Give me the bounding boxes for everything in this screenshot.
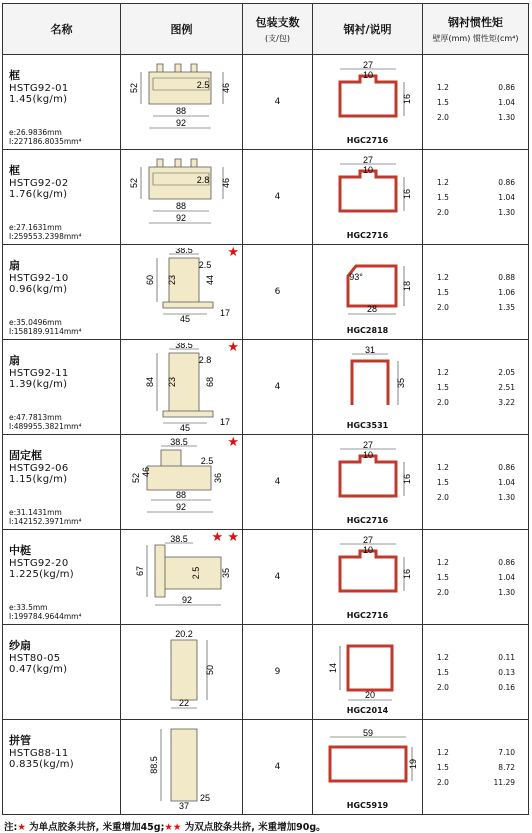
steel-code: HGC5919: [346, 800, 389, 810]
wall-thickness: 2.0: [437, 682, 449, 692]
profile-code: HSTG92-06: [9, 463, 69, 474]
profile-weight: 1.76(kg/m): [9, 189, 68, 200]
profile-code: HST80-05: [9, 653, 61, 664]
header-name: 名称: [3, 4, 121, 55]
profile-code: HSTG92-02: [9, 178, 69, 189]
wall-thickness: 2.0: [437, 587, 449, 597]
steel-channel-shape: [340, 456, 396, 496]
dim-b: 37: [178, 801, 189, 811]
steel-dim-w: 31: [364, 344, 375, 355]
dim-b: 84: [144, 376, 155, 388]
dim-a: 20.2: [174, 629, 193, 639]
steel-channel-shape: [340, 76, 396, 116]
dim-d: 35: [220, 567, 231, 579]
inertia-cell: [423, 245, 529, 340]
pack-count: 4: [243, 530, 313, 625]
profile-props: [9, 603, 81, 621]
note-text-double: 为双点胶条共挤, 米重增加90g。: [181, 822, 326, 833]
profile-e: e:31.1431mm: [9, 508, 62, 517]
inertia-row: [437, 493, 515, 502]
steel-dim-h: 16: [401, 568, 412, 579]
pack-count: 4: [243, 340, 313, 435]
inertia-value: 1.30: [498, 587, 515, 597]
inertia-value: 11.29: [493, 777, 515, 787]
figure-cell: [121, 625, 243, 720]
header-inertia-sub: 壁厚(mm) 惯性矩(cm⁴): [432, 34, 519, 43]
steel-cell: [313, 245, 423, 340]
wall-thickness: 1.5: [437, 287, 449, 297]
profile-props: [9, 413, 81, 431]
steel-dim-r: 93°: [348, 271, 363, 282]
dim-g: 17: [219, 417, 230, 427]
steel-code: HGC2716: [346, 515, 389, 525]
dim-c: 2.5: [190, 566, 201, 580]
dim-a: 38.5: [169, 534, 188, 544]
steel-dim-w: 27: [362, 59, 373, 70]
dim-c: 46: [220, 82, 231, 94]
name-cell: [3, 530, 121, 625]
dim-b: 2.5: [196, 80, 209, 90]
dim-b: 60: [144, 274, 155, 286]
wall-thickness: 1.5: [437, 477, 449, 487]
inertia-value: 7.10: [498, 747, 515, 757]
inertia-row: [437, 748, 515, 757]
dim-f: 88: [175, 490, 186, 500]
star-icon: ★: [227, 435, 239, 450]
steel-cell: [313, 625, 423, 720]
inertia-cell: [423, 150, 529, 245]
steel-dim-w: 28: [366, 303, 377, 314]
inertia-row: [437, 208, 515, 217]
wall-thickness: 1.2: [437, 272, 449, 282]
name-cell: [3, 55, 121, 150]
profile-drawing: [127, 628, 237, 716]
steel-dim-w: 59: [362, 727, 373, 738]
profile-weight: 1.225(kg/m): [9, 569, 74, 580]
note-prefix: 注:: [4, 822, 18, 833]
steel-channel-shape: [340, 551, 396, 591]
steel-dim-h: 35: [395, 377, 406, 388]
inertia-value: 1.04: [498, 477, 515, 487]
dim-b: 67: [134, 565, 145, 577]
profile-weight: 0.835(kg/m): [9, 759, 74, 770]
header-figure: 图例: [121, 4, 243, 55]
name-cell: [3, 245, 121, 340]
wall-thickness: 1.5: [437, 192, 449, 202]
profile-weight: 0.47(kg/m): [9, 664, 68, 675]
name-cell: [3, 435, 121, 530]
inertia-value: 1.30: [498, 492, 515, 502]
header-pack-unit: (支/包): [265, 34, 290, 43]
dim-d: 44: [204, 274, 215, 286]
inertia-value: 0.88: [498, 272, 515, 282]
inertia-row: [437, 683, 515, 692]
profile-e: e:27.1631mm: [9, 223, 62, 232]
dim-a: 38.5: [174, 343, 193, 350]
wall-thickness: 1.5: [437, 667, 449, 677]
steel-code: HGC2716: [346, 230, 389, 240]
inertia-row: [437, 273, 515, 282]
name-cell: [3, 720, 121, 815]
inertia-row: [437, 398, 515, 407]
profile-code: HSTG88-11: [9, 748, 69, 759]
profile-e: e:47.7813mm: [9, 413, 62, 422]
dim-a: 52: [128, 177, 139, 189]
steel-cell: [313, 55, 423, 150]
profile-i: I:199784.9644mm⁴: [9, 612, 82, 621]
inertia-value: 1.04: [498, 97, 515, 107]
inertia-value: 2.05: [498, 367, 515, 377]
profile-drawing: [127, 530, 239, 621]
inertia-row: [437, 98, 515, 107]
inertia-value: 8.72: [498, 762, 515, 772]
steel-dim-h: 16: [401, 188, 412, 199]
profile-weight: 0.96(kg/m): [9, 284, 68, 295]
dim-e: 92: [181, 595, 192, 605]
dim-g: 17: [219, 308, 230, 318]
profile-props: [9, 508, 81, 526]
steel-cell: [313, 150, 423, 245]
name-cell: [3, 340, 121, 435]
wall-thickness: 1.2: [437, 177, 449, 187]
profile-props: [9, 223, 81, 241]
steel-drawing: [318, 630, 418, 708]
dim-a: 38.5: [174, 248, 193, 255]
dim-f: 45: [179, 423, 190, 431]
steel-dim-w: 20: [364, 689, 375, 700]
inertia-value: 1.06: [498, 287, 515, 297]
figure-cell: [121, 720, 243, 815]
steel-dim-w: 27: [362, 534, 373, 545]
dim-d: 68: [204, 376, 215, 388]
dim-c: 2.8: [198, 355, 211, 365]
table-row: [3, 150, 529, 245]
inertia-row: [437, 288, 515, 297]
wall-thickness: 2.0: [437, 302, 449, 312]
steel-cell: [313, 720, 423, 815]
wall-thickness: 1.5: [437, 762, 449, 772]
wall-thickness: 2.0: [437, 112, 449, 122]
wall-thickness: 1.2: [437, 747, 449, 757]
pack-count: 4: [243, 55, 313, 150]
inertia-value: 0.16: [498, 682, 515, 692]
table-row: [3, 55, 529, 150]
dim-d: 2.5: [200, 456, 213, 466]
steel-code: HGC2014: [346, 705, 389, 715]
pack-count: 9: [243, 625, 313, 720]
inertia-value: 2.51: [498, 382, 515, 392]
profile-drawing: [127, 435, 239, 526]
steel-drawing: [318, 155, 418, 233]
profile-code: HSTG92-01: [9, 83, 69, 94]
dim-e: 23: [166, 376, 177, 388]
wall-thickness: 1.2: [437, 367, 449, 377]
steel-dim-h: 16: [401, 473, 412, 484]
profile-e: e:33.5mm: [9, 603, 48, 612]
header-steel: 钢衬/说明: [313, 4, 423, 55]
dim-d: 88: [175, 106, 186, 116]
dim-b: 2.8: [196, 175, 209, 185]
wall-thickness: 1.2: [437, 652, 449, 662]
wall-thickness: 1.5: [437, 382, 449, 392]
dim-g: 92: [175, 502, 186, 512]
steel-dim-n: 10: [362, 164, 373, 175]
steel-channel-shape: [348, 646, 392, 690]
profile-name: 固定框: [9, 449, 42, 462]
steel-dim-w: 27: [362, 154, 373, 165]
dim-d: 88: [175, 201, 186, 211]
header-inertia: [423, 4, 529, 55]
profile-name: 扇: [9, 259, 20, 272]
inertia-row: [437, 83, 515, 92]
profile-name: 框: [9, 69, 20, 82]
inertia-row: [437, 383, 515, 392]
wall-thickness: 2.0: [437, 207, 449, 217]
steel-cell: [313, 340, 423, 435]
name-cell: [3, 625, 121, 720]
steel-dim-h: 18: [401, 280, 412, 291]
steel-drawing: [318, 250, 418, 328]
inertia-row: [437, 763, 515, 772]
inertia-value: 1.30: [498, 112, 515, 122]
steel-drawing: [318, 725, 418, 803]
steel-drawing: [318, 60, 418, 138]
pack-count: 4: [243, 150, 313, 245]
inertia-row: [437, 178, 515, 187]
inertia-value: 0.86: [498, 557, 515, 567]
profile-i: I:142152.3971mm⁴: [9, 517, 82, 526]
profile-weight: 1.15(kg/m): [9, 474, 68, 485]
steel-cell: [313, 435, 423, 530]
profile-e: e:26.9836mm: [9, 128, 62, 137]
figure-cell: [121, 150, 243, 245]
profile-i: I:227186.8035mm⁴: [9, 137, 82, 146]
steel-dim-n: 10: [362, 69, 373, 80]
profile-name: 纱扇: [9, 639, 31, 652]
dim-e: 23: [166, 274, 177, 286]
profile-e: e:35.0496mm: [9, 318, 62, 327]
steel-dim-h: 16: [401, 93, 412, 104]
note-text-single: 为单点胶条共挤, 米重增加45g;: [25, 822, 165, 833]
profile-props: [9, 318, 81, 336]
profile-table: [2, 3, 529, 815]
inertia-cell: [423, 55, 529, 150]
profile-weight: 1.39(kg/m): [9, 379, 68, 390]
coupling-tube-profile-shape: [171, 729, 197, 801]
steel-code: HGC2716: [346, 610, 389, 620]
inertia-value: 1.35: [498, 302, 515, 312]
inertia-row: [437, 558, 515, 567]
steel-dim-n: 10: [362, 449, 373, 460]
inertia-row: [437, 113, 515, 122]
dim-c: 25: [199, 793, 210, 803]
dim-f: 45: [179, 314, 190, 324]
inertia-value: 0.86: [498, 462, 515, 472]
pack-count: 6: [243, 245, 313, 340]
profile-name: 拼管: [9, 734, 31, 747]
profile-i: I:259553.2398mm⁴: [9, 232, 82, 241]
header-pack-label: 包装支数: [255, 16, 300, 29]
steel-channel-shape: [352, 361, 388, 405]
profile-drawing: [127, 58, 237, 146]
inertia-value: 0.86: [498, 82, 515, 92]
profile-drawing: [127, 340, 239, 431]
profile-weight: 1.45(kg/m): [9, 94, 68, 105]
pack-count: 4: [243, 435, 313, 530]
dim-b: 52: [130, 472, 141, 484]
dim-c: 2.5: [198, 260, 211, 270]
dim-e: 36: [212, 472, 223, 484]
figure-cell: [121, 245, 243, 340]
table-row: [3, 245, 529, 340]
profile-drawing: [127, 723, 237, 811]
star-icon: ★ ★: [211, 530, 239, 545]
wall-thickness: 1.2: [437, 462, 449, 472]
inertia-cell: [423, 625, 529, 720]
profile-name: 框: [9, 164, 20, 177]
steel-channel-shape: [330, 747, 406, 781]
inertia-row: [437, 478, 515, 487]
dim-a: 38.5: [169, 438, 188, 447]
inertia-value: 0.13: [498, 667, 515, 677]
steel-drawing: [318, 440, 418, 518]
profile-drawing: [127, 245, 239, 336]
profile-i: I:489955.3821mm⁴: [9, 422, 82, 431]
inertia-value: 0.86: [498, 177, 515, 187]
mullion-profile-shape: [155, 545, 221, 597]
screen-sash-profile-shape: [171, 640, 197, 700]
steel-dim-n: 10: [362, 544, 373, 555]
table-row: [3, 435, 529, 530]
steel-code: HGC2716: [346, 135, 389, 145]
profile-code: HSTG92-10: [9, 273, 69, 284]
dim-e: 92: [175, 118, 186, 128]
header-inertia-label: 钢衬惯性矩: [448, 16, 503, 29]
inertia-cell: [423, 720, 529, 815]
inertia-row: [437, 573, 515, 582]
table-row: [3, 625, 529, 720]
dim-a: 88.5: [148, 756, 159, 774]
figure-cell: [121, 435, 243, 530]
dim-c: 46: [140, 466, 151, 478]
profile-code: HSTG92-11: [9, 368, 69, 379]
steel-dim-h: 14: [327, 662, 338, 673]
inertia-row: [437, 303, 515, 312]
steel-dim-w: 27: [362, 439, 373, 450]
figure-cell: [121, 340, 243, 435]
profile-i: I:158189.9114mm⁴: [9, 327, 82, 336]
inertia-value: 1.04: [498, 192, 515, 202]
inertia-value: 0.11: [498, 652, 515, 662]
star-icon: ★: [227, 245, 239, 260]
inertia-cell: [423, 435, 529, 530]
profile-name: 中梃: [9, 544, 31, 557]
steel-code: HGC3531: [346, 420, 389, 430]
inertia-row: [437, 463, 515, 472]
dim-e: 92: [175, 213, 186, 223]
dim-c: 46: [220, 177, 231, 189]
inertia-cell: [423, 530, 529, 625]
wall-thickness: 1.2: [437, 557, 449, 567]
inertia-row: [437, 653, 515, 662]
inertia-value: 1.04: [498, 572, 515, 582]
table-row: [3, 530, 529, 625]
header-pack: [243, 4, 313, 55]
wall-thickness: 2.0: [437, 777, 449, 787]
footnote: [4, 819, 326, 833]
double-star-icon: ★★: [164, 822, 182, 833]
inertia-row: [437, 778, 515, 787]
dim-c: 22: [178, 698, 189, 708]
inertia-value: 1.30: [498, 207, 515, 217]
steel-drawing: [318, 535, 418, 613]
wall-thickness: 2.0: [437, 397, 449, 407]
profile-code: HSTG92-20: [9, 558, 69, 569]
figure-cell: [121, 530, 243, 625]
wall-thickness: 1.2: [437, 82, 449, 92]
wall-thickness: 1.5: [437, 572, 449, 582]
dim-b: 50: [204, 664, 215, 676]
figure-cell: [121, 55, 243, 150]
steel-code: HGC2818: [346, 325, 389, 335]
profile-props: [9, 128, 81, 146]
steel-dim-h: 19: [407, 758, 418, 769]
steel-drawing: [318, 345, 418, 423]
pack-count: 4: [243, 720, 313, 815]
inertia-row: [437, 193, 515, 202]
inertia-value: 3.22: [498, 397, 515, 407]
profile-drawing: [127, 153, 237, 241]
table-row: [3, 720, 529, 815]
star-icon: ★: [227, 340, 239, 355]
wall-thickness: 2.0: [437, 492, 449, 502]
steel-channel-shape: [340, 171, 396, 211]
star-icon: ★: [17, 822, 26, 833]
inertia-row: [437, 368, 515, 377]
dim-a: 52: [128, 82, 139, 94]
wall-thickness: 1.5: [437, 97, 449, 107]
inertia-cell: [423, 340, 529, 435]
profile-name: 扇: [9, 354, 20, 367]
inertia-row: [437, 668, 515, 677]
steel-cell: [313, 530, 423, 625]
table-row: [3, 340, 529, 435]
name-cell: [3, 150, 121, 245]
inertia-row: [437, 588, 515, 597]
